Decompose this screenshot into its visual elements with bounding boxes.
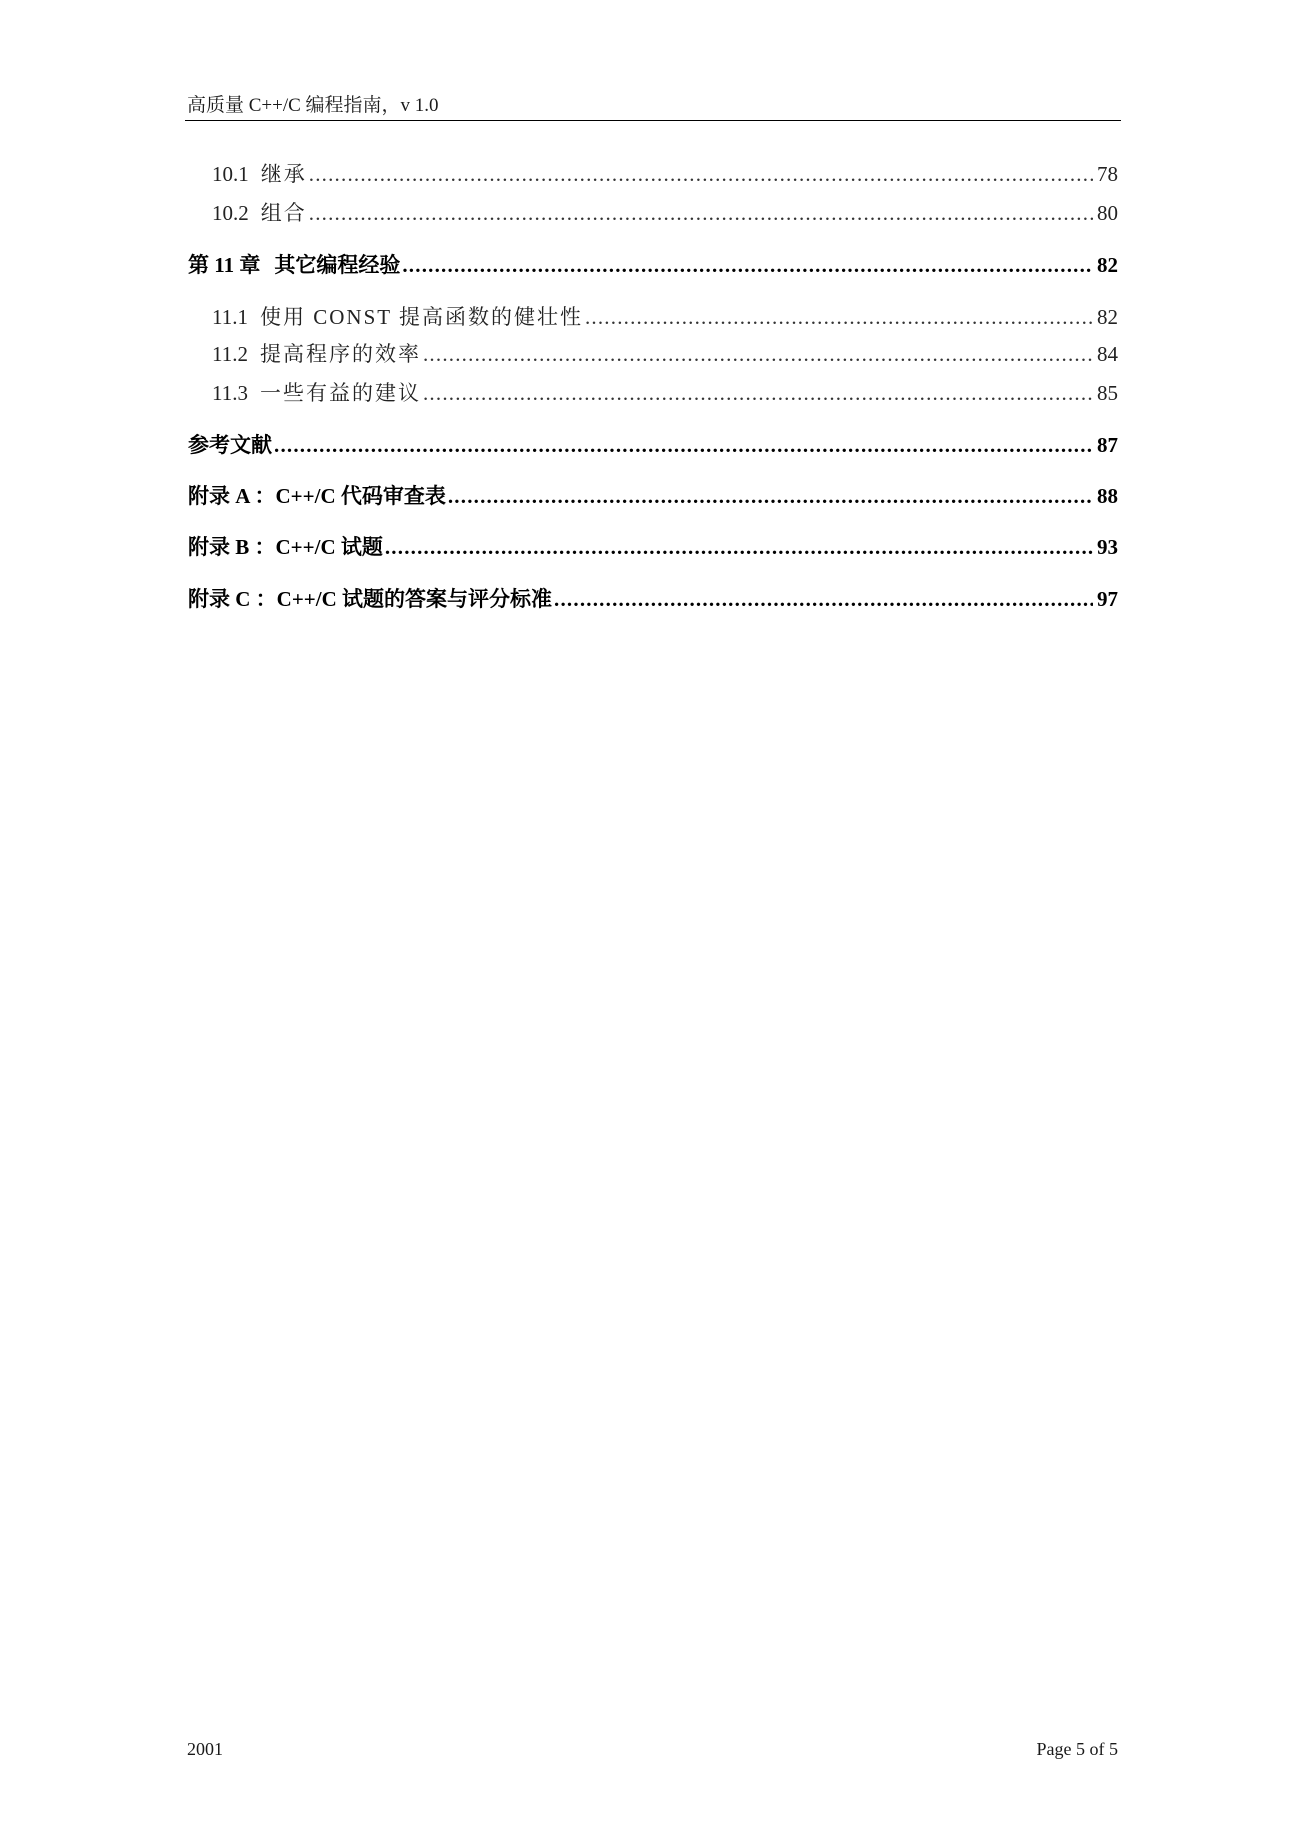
toc-entry-title: 组合: [260, 201, 307, 225]
header-divider: [185, 120, 1121, 121]
toc-entry-references[interactable]: [188, 430, 1118, 460]
toc-entry-chapter-11[interactable]: [188, 250, 1118, 280]
toc-entry-page-number: 87: [1097, 433, 1118, 457]
toc-dot-leader: [448, 481, 1093, 511]
footer-page-indicator: Page 5 of 5: [1036, 1739, 1118, 1759]
toc-entry-title: 其它编程经验: [274, 253, 401, 277]
toc-entry-title: 使用 CONST 提高函数的健壮性: [259, 305, 583, 329]
toc-entry-10-2[interactable]: [212, 198, 1118, 228]
toc-entry-appendix-b[interactable]: [188, 532, 1118, 562]
toc-entry-page-number: 97: [1097, 587, 1118, 611]
toc-dot-leader: [554, 584, 1093, 614]
toc-entry-page-number: 82: [1097, 253, 1118, 277]
toc-entry-11-2[interactable]: [212, 339, 1118, 369]
toc-entry-number: 11.2: [212, 342, 248, 366]
toc-entry-11-3[interactable]: [212, 378, 1118, 408]
toc-dot-leader: [309, 198, 1093, 228]
toc-entry-appendix-a[interactable]: [188, 481, 1118, 511]
toc-entry-page-number: 88: [1097, 484, 1118, 508]
toc-entry-11-1[interactable]: [212, 302, 1118, 332]
toc-entry-title: 继承: [260, 162, 307, 186]
toc-dot-leader: [423, 378, 1093, 408]
footer-year: 2001: [187, 1739, 223, 1759]
toc-entry-10-1[interactable]: [212, 159, 1118, 189]
toc-entry-number: 11.1: [212, 305, 248, 329]
toc-entry-page-number: 85: [1097, 381, 1118, 405]
toc-dot-leader: [309, 159, 1093, 189]
toc-entry-title: 一些有益的建议: [259, 381, 421, 405]
toc-entry-number: 10.1: [212, 162, 249, 186]
toc-entry-number: 10.2: [212, 201, 249, 225]
toc-entry-title: 参考文献: [188, 433, 272, 457]
toc-entry-number: 11.3: [212, 381, 248, 405]
toc-entry-page-number: 82: [1097, 305, 1118, 329]
toc-dot-leader: [402, 250, 1093, 280]
toc-entry-page-number: 78: [1097, 162, 1118, 186]
toc-entry-page-number: 93: [1097, 535, 1118, 559]
toc-entry-appendix-c[interactable]: [188, 584, 1118, 614]
toc-entry-page-number: 80: [1097, 201, 1118, 225]
toc-entry-title: 附录 C ：C++/C 试题的答案与评分标准: [188, 587, 553, 611]
document-header-title: 高质量 C++/C 编程指南，v 1.0: [187, 95, 439, 116]
toc-entry-title: 附录 B ：C++/C 试题: [188, 535, 383, 559]
toc-dot-leader: [385, 532, 1093, 562]
toc-entry-title: 提高程序的效率: [259, 342, 421, 366]
toc-entry-number: 第 11 章: [188, 253, 261, 277]
toc-entry-page-number: 84: [1097, 342, 1118, 366]
toc-dot-leader: [423, 339, 1093, 369]
toc-dot-leader: [274, 430, 1093, 460]
toc-dot-leader: [585, 302, 1093, 332]
toc-entry-title: 附录 A ：C++/C 代码审查表: [188, 484, 446, 508]
